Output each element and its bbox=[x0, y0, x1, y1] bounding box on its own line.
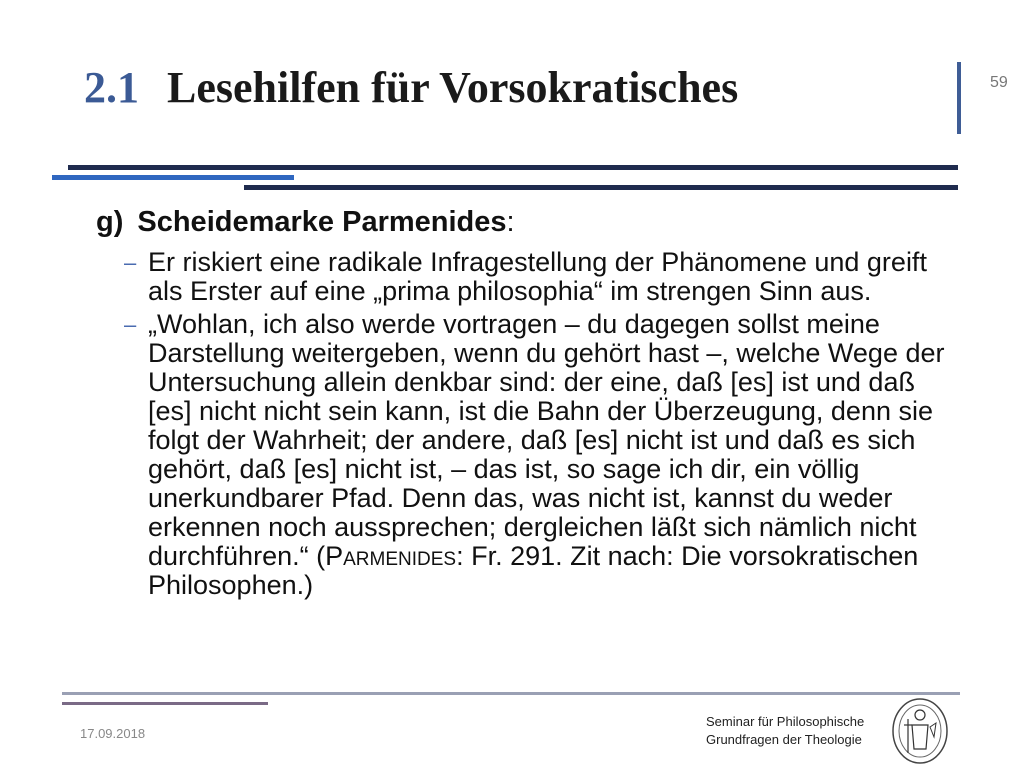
quote-text: „Wohlan, ich also werde vortragen – du dagegen sollst meine Darstellung weitergeben, wenn du gehört hast –, welche Wege der Untersuchung allein denkbar sind: der eine, daß [es] ist und daß [es] nicht nicht sein kann, ist die Bahn der Überzeugung, denn sie folgt der Wahrheit; der andere, daß [es] nicht ist und daß es sich gehört, daß [es] nicht ist, – das ist, so sage ich dir, ein völlig unerkundbarer Pfad. Denn das, was nicht ist, kannst du weder erkennen noch aussprechen; dergleichen läßt sich nämlich nicht durchführen.“ ( bbox=[148, 309, 945, 571]
slide-title bbox=[84, 62, 738, 113]
header-bar-navy bbox=[68, 165, 958, 170]
bullet-text: Er riskiert eine radikale Infragestellung der Phänomene und greift als Erster auf eine „prima philosophia“ im strengen Sinn aus. bbox=[148, 247, 927, 306]
subheading bbox=[96, 206, 515, 239]
list-item bbox=[124, 248, 954, 306]
bullet-quote bbox=[148, 310, 954, 600]
footer-date: 17.09.2018 bbox=[80, 726, 146, 741]
citation-text: : Fr. 291. Zit nach: Die vorsokratischen Philosophen.) bbox=[148, 541, 919, 600]
dash-bullet-icon: – bbox=[124, 312, 137, 337]
subheading-colon: : bbox=[506, 206, 515, 238]
footer-institution bbox=[706, 713, 864, 749]
content-list bbox=[124, 248, 954, 604]
title-divider bbox=[957, 62, 961, 134]
footer-line-gray bbox=[62, 692, 960, 695]
footer-line-mauve bbox=[62, 702, 268, 705]
institution-line-1: Seminar für Philosophische bbox=[706, 714, 865, 729]
institution-line-2: Grundfragen der Theologie bbox=[706, 732, 862, 747]
header-bar-blue bbox=[52, 175, 294, 180]
header-bar-navy-lower bbox=[244, 185, 958, 190]
dash-bullet-icon: – bbox=[124, 250, 137, 275]
university-seal-icon bbox=[890, 697, 950, 765]
page-number: 59 bbox=[990, 74, 1008, 91]
author-name: Parmenides bbox=[325, 541, 457, 571]
section-number: 2.1 bbox=[84, 63, 139, 112]
list-item bbox=[124, 310, 954, 600]
subheading-text: Scheidemarke Parmenides bbox=[137, 206, 507, 238]
subheading-label: g) bbox=[96, 206, 124, 238]
title-text: Lesehilfen für Vorsokratisches bbox=[167, 63, 739, 112]
